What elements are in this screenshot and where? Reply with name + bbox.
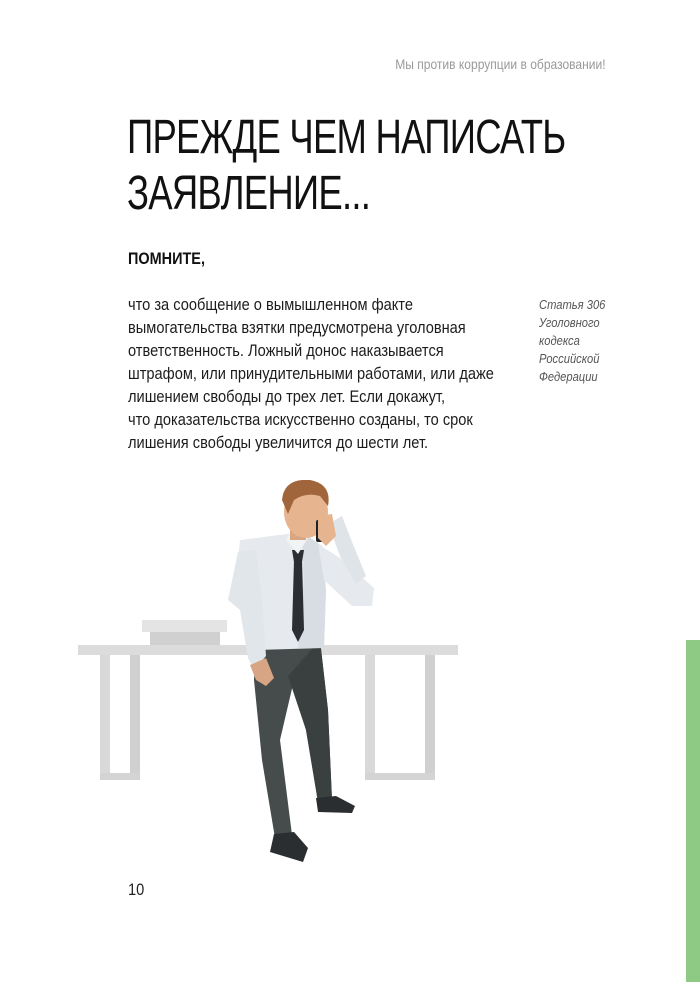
side-note-line: Федерации bbox=[539, 369, 598, 384]
body-line: ответственность. Ложный донос наказывается bbox=[128, 341, 444, 360]
body-paragraph bbox=[128, 293, 524, 454]
side-note-law-reference bbox=[539, 296, 605, 386]
side-note-line: Российской bbox=[539, 351, 600, 366]
body-line: что за сообщение о вымышленном факте bbox=[128, 295, 413, 314]
side-note-line: Уголовного bbox=[539, 315, 600, 330]
body-line: лишением свободы до трех лет. Если докажут, bbox=[128, 387, 446, 406]
body-line: лишения свободы увеличится до шести лет. bbox=[128, 433, 429, 452]
page-number: 10 bbox=[128, 880, 145, 899]
subheading: ПОМНИТЕ, bbox=[128, 249, 205, 268]
side-note-line: кодекса bbox=[539, 333, 580, 348]
man-on-phone-illustration bbox=[70, 480, 470, 870]
title-line-1: ПРЕЖДЕ ЧЕМ НАПИСАТЬ bbox=[127, 111, 566, 164]
side-note-line: Статья 306 bbox=[539, 297, 606, 312]
accent-side-bar bbox=[686, 640, 700, 982]
man-figure bbox=[228, 480, 374, 862]
page-title bbox=[127, 110, 565, 222]
body-line: вымогательства взятки предусмотрена уголовная bbox=[128, 318, 466, 337]
title-line-2: ЗАЯВЛЕНИЕ... bbox=[127, 167, 371, 220]
body-line: штрафом, или принудительными работами, или даже bbox=[128, 364, 494, 383]
header-tagline: Мы против коррупции в образовании! bbox=[395, 56, 606, 72]
body-line: что доказательства искусственно созданы, то срок bbox=[128, 410, 473, 429]
